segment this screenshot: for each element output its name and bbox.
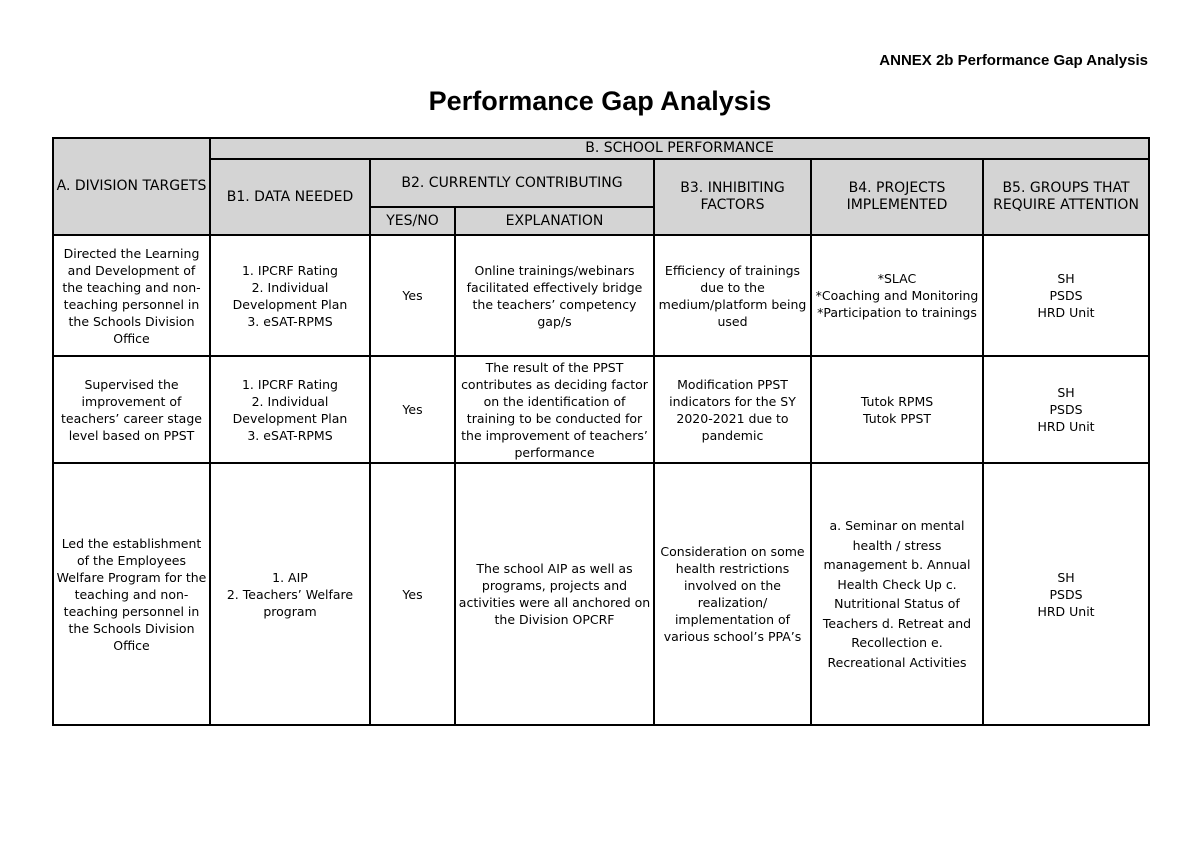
- yes-no-cell: Yes: [370, 235, 455, 356]
- groups-cell: [983, 235, 1149, 356]
- header-groups-attention: B5. GROUPS THAT REQUIRE ATTENTION: [983, 159, 1149, 235]
- header-currently-contributing: B2. CURRENTLY CONTRIBUTING: [370, 159, 654, 207]
- header-division-targets: A. DIVISION TARGETS: [53, 138, 210, 235]
- explanation-cell: The result of the PPST contributes as deciding factor on the identification of training to be conducted for the improvement of teachers’ performance: [455, 356, 654, 463]
- list-item: 3. eSAT-RPMS: [247, 313, 333, 329]
- performance-gap-table: [52, 137, 1150, 726]
- explanation-cell: The school AIP as well as programs, projects and activities were all anchored on the Division OPCRF: [455, 463, 654, 725]
- yes-no-cell: Yes: [370, 463, 455, 725]
- header-school-performance: B. SCHOOL PERFORMANCE: [210, 138, 1149, 159]
- data-needed-cell: [210, 356, 370, 463]
- target-cell: Directed the Learning and Development of the teaching and non-teaching personnel in the Schools Division Office: [53, 235, 210, 356]
- table-row: [53, 463, 1149, 725]
- header-projects-implemented: B4. PROJECTS IMPLEMENTED: [811, 159, 983, 235]
- header-inhibiting-factors: B3. INHIBITING FACTORS: [654, 159, 811, 235]
- projects-cell: a. Seminar on mental health / stress management b. Annual Health Check Up c. Nutritional Status of Teachers d. Retreat and Recollection e. Recreational Activities: [811, 463, 983, 725]
- header-yes-no: YES/NO: [370, 207, 455, 235]
- projects-cell: [811, 356, 983, 463]
- list-item: PSDS: [1049, 586, 1083, 602]
- list-item: PSDS: [1049, 402, 1083, 417]
- list-item: *Participation to trainings: [817, 305, 977, 320]
- yes-no-cell: Yes: [370, 356, 455, 463]
- list-item: SH: [1057, 569, 1075, 585]
- list-item: Tutok PPST: [862, 410, 932, 426]
- list-item: 2. Individual Development Plan: [232, 279, 348, 312]
- list-item: HRD Unit: [1037, 305, 1095, 320]
- list-item: 1. AIP: [272, 569, 308, 585]
- target-cell: Led the establishment of the Employees Welfare Program for the teaching and non-teaching personnel in the Schools Division Office: [53, 463, 210, 725]
- table-row: [53, 235, 1149, 356]
- table-row: [53, 356, 1149, 463]
- inhibiting-cell: Consideration on some health restrictions involved on the realization/ implementation of various school’s PPA’s: [654, 463, 811, 725]
- header-explanation: EXPLANATION: [455, 207, 654, 235]
- groups-cell: [983, 463, 1149, 725]
- data-needed-cell: [210, 463, 370, 725]
- inhibiting-cell: Efficiency of trainings due to the medium/platform being used: [654, 235, 811, 356]
- list-item: SH: [1057, 271, 1075, 286]
- target-cell: Supervised the improvement of teachers’ career stage level based on PPST: [53, 356, 210, 463]
- list-item: HRD Unit: [1037, 603, 1095, 619]
- explanation-cell: Online trainings/webinars facilitated effectively bridge the teachers’ competency gap/s: [455, 235, 654, 356]
- list-item: SH: [1057, 385, 1075, 400]
- list-item: 2. Teachers’ Welfare program: [226, 586, 354, 619]
- projects-cell: [811, 235, 983, 356]
- page-title: Performance Gap Analysis: [428, 86, 772, 116]
- data-needed-cell: [210, 235, 370, 356]
- list-item: 2. Individual Development Plan: [232, 393, 348, 426]
- list-item: 1. IPCRF Rating: [241, 262, 338, 278]
- groups-cell: [983, 356, 1149, 463]
- list-item: 3. eSAT-RPMS: [247, 427, 333, 443]
- inhibiting-cell: Modification PPST indicators for the SY 2020-2021 due to pandemic: [654, 356, 811, 463]
- list-item: HRD Unit: [1037, 419, 1095, 434]
- annex-label: ANNEX 2b Performance Gap Analysis: [879, 52, 1148, 69]
- list-item: *SLAC: [877, 271, 917, 286]
- list-item: PSDS: [1049, 288, 1083, 303]
- list-item: *Coaching and Monitoring: [815, 288, 979, 303]
- list-item: 1. IPCRF Rating: [241, 376, 338, 392]
- header-data-needed: B1. DATA NEEDED: [210, 159, 370, 235]
- list-item: Tutok RPMS: [860, 393, 934, 409]
